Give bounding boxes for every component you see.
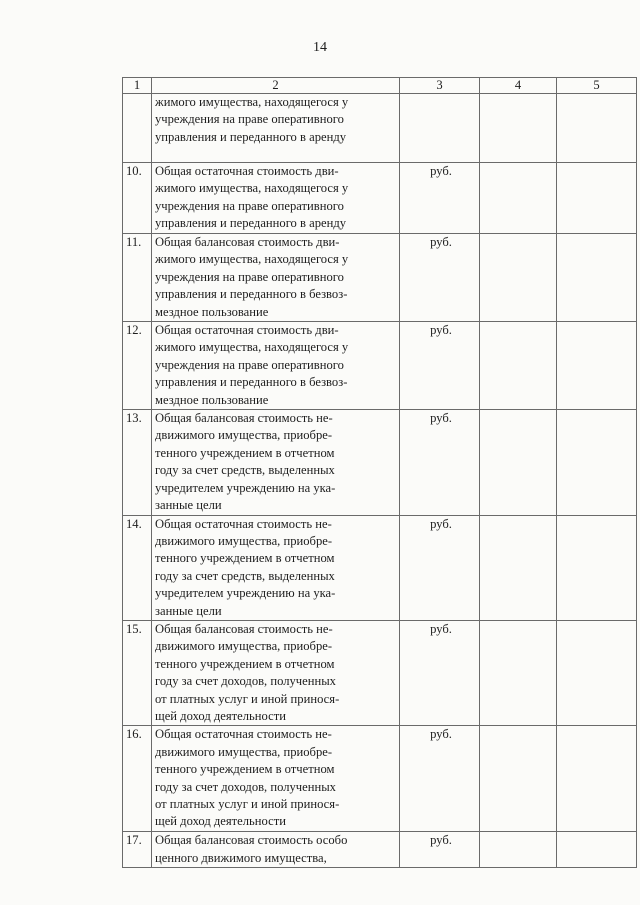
row-description: Общая остаточная стоимость не- движимого имущества, приобре- тенного учреждением в отчетном году за счет средств, выделенных учредителем учреждению на ука- занные цели <box>152 515 400 620</box>
table-row <box>123 726 637 832</box>
row-description: Общая остаточная стоимость дви- жимого имущества, находящегося у учреждения на праве оперативного управления и переданного в аренду <box>152 163 400 234</box>
table-row <box>123 322 637 410</box>
row-unit: руб. <box>400 234 480 322</box>
column-header: 2 <box>152 78 400 94</box>
row-value-col5 <box>557 94 637 163</box>
column-header: 4 <box>480 78 557 94</box>
row-unit <box>400 94 480 163</box>
table-header-row <box>123 78 637 94</box>
column-header: 1 <box>123 78 152 94</box>
row-value-col4 <box>480 726 557 832</box>
row-value-col4 <box>480 94 557 163</box>
row-number: 14. <box>123 515 152 620</box>
column-header: 5 <box>557 78 637 94</box>
row-value-col5 <box>557 726 637 832</box>
row-number: 12. <box>123 322 152 410</box>
row-unit: руб. <box>400 163 480 234</box>
table-row <box>123 515 637 620</box>
row-description: Общая остаточная стоимость не- движимого имущества, приобре- тенного учреждением в отчетном году за счет доходов, полученных от платных услуг и иной принося- щей доход деятельности <box>152 726 400 832</box>
row-value-col4 <box>480 832 557 868</box>
row-unit: руб. <box>400 726 480 832</box>
table-row <box>123 410 637 515</box>
row-unit: руб. <box>400 832 480 868</box>
row-number: 15. <box>123 620 152 725</box>
row-unit: руб. <box>400 620 480 725</box>
row-unit: руб. <box>400 410 480 515</box>
row-value-col5 <box>557 234 637 322</box>
row-number: 13. <box>123 410 152 515</box>
row-description: жимого имущества, находящегося у учреждения на праве оперативного управления и переданного в аренду <box>152 94 400 163</box>
row-number: 17. <box>123 832 152 868</box>
row-unit: руб. <box>400 515 480 620</box>
table-row <box>123 620 637 725</box>
row-number <box>123 94 152 163</box>
row-value-col4 <box>480 234 557 322</box>
row-value-col4 <box>480 322 557 410</box>
row-value-col5 <box>557 410 637 515</box>
row-value-col4 <box>480 163 557 234</box>
row-value-col4 <box>480 515 557 620</box>
row-value-col4 <box>480 410 557 515</box>
row-value-col5 <box>557 322 637 410</box>
page-number: 14 <box>313 40 327 55</box>
row-value-col5 <box>557 163 637 234</box>
table-row <box>123 234 637 322</box>
table-row <box>123 832 637 868</box>
row-value-col5 <box>557 515 637 620</box>
table-row <box>123 163 637 234</box>
column-header: 3 <box>400 78 480 94</box>
row-number: 11. <box>123 234 152 322</box>
row-number: 10. <box>123 163 152 234</box>
row-value-col4 <box>480 620 557 725</box>
row-description: Общая балансовая стоимость дви- жимого имущества, находящегося у учреждения на праве оперативного управления и переданного в безвоз- мездное пользование <box>152 234 400 322</box>
row-value-col5 <box>557 620 637 725</box>
row-description: Общая остаточная стоимость дви- жимого имущества, находящегося у учреждения на праве оперативного управления и переданного в безвоз- мездное пользование <box>152 322 400 410</box>
table-row <box>123 94 637 163</box>
row-value-col5 <box>557 832 637 868</box>
row-description: Общая балансовая стоимость особо ценного движимого имущества, <box>152 832 400 868</box>
row-description: Общая балансовая стоимость не- движимого имущества, приобре- тенного учреждением в отчетном году за счет средств, выделенных учредителем учреждению на ука- занные цели <box>152 410 400 515</box>
row-unit: руб. <box>400 322 480 410</box>
report-table <box>122 77 637 868</box>
row-number: 16. <box>123 726 152 832</box>
row-description: Общая балансовая стоимость не- движимого имущества, приобре- тенного учреждением в отчетном году за счет доходов, полученных от платных услуг и иной принося- щей доход деятельности <box>152 620 400 725</box>
